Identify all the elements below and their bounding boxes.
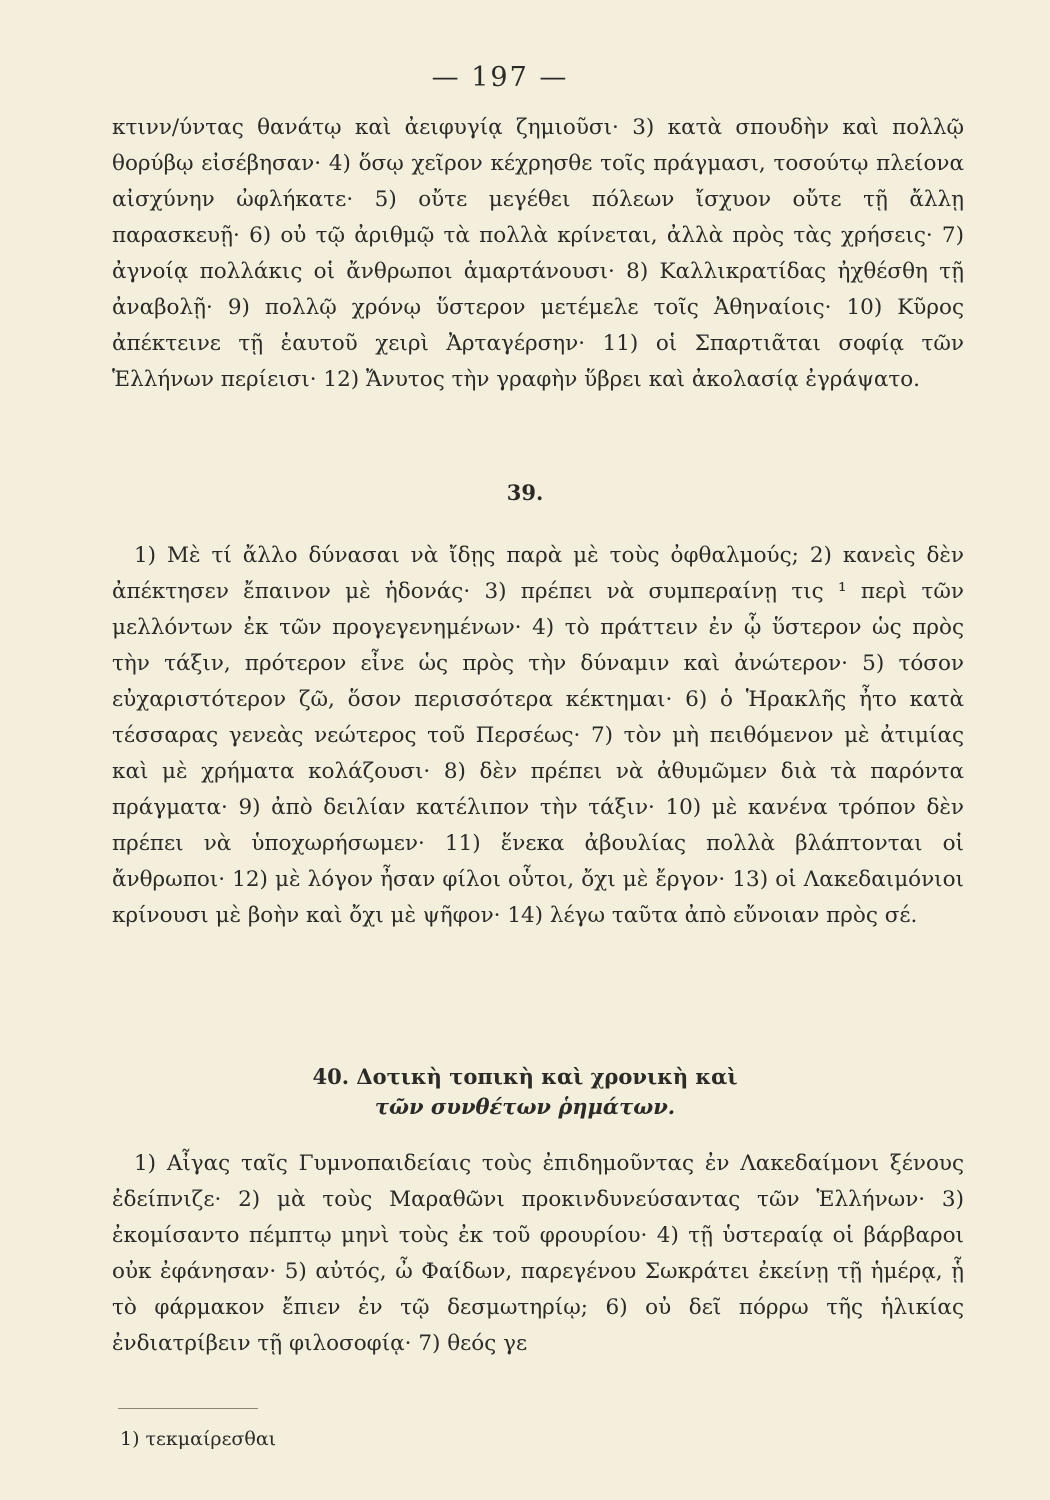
section-40-heading-line1: 40. Δοτικὴ τοπικὴ καὶ χρονικὴ καὶ	[312, 1064, 738, 1089]
section-39-text: 1) Μὲ τί ἄλλο δύνασαι νὰ ἴδῃς παρὰ μὲ τοὺς ὀφθαλμούς; 2) κανεὶς δὲν ἀπέκτησεν ἔπαινον μὲ ἡδονάς· 3) πρέπει νὰ συμπεραίνῃ τις ¹ περὶ τῶν μελλόντων ἐκ τῶν προγεγενημένων· 4) τὸ πράττειν ἐν ᾧ ὕστερον ὡς πρὸς τὴν τάξιν, πρότερον εἶνε ὡς πρὸς τὴν δύναμιν καὶ ἀνώτερον· 5) τόσον εὐχαριστότερον ζῶ, ὅσον περισσότερα κέκτημαι· 6) ὁ Ἡρακλῆς ἦτο κατὰ τέσσαρας γενεὰς νεώτερος τοῦ Περσέως· 7) τὸν μὴ πειθόμενον μὲ ἀτιμίας καὶ μὲ χρήματα κολάζουσι· 8) δὲν πρέπει νὰ ἀθυμῶμεν διὰ τὰ παρόντα πράγματα· 9) ἀπὸ δειλίαν κατέλιπον τὴν τάξιν· 10) μὲ κανένα τρόπον δὲν πρέπει νὰ ὑποχωρήσωμεν· 11) ἕνεκα ἀβουλίας πολλὰ βλάπτονται οἱ ἄνθρωποι· 12) μὲ λόγον ἦσαν φίλοι οὗτοι, ὄχι μὲ ἔργον· 13) οἱ Λακεδαιμόνιοι κρίνουσι μὲ βοὴν καὶ ὄχι μὲ ψῆφον· 14) λέγω ταῦτα ἀπὸ εὔνοιαν πρὸς σέ.	[112, 543, 964, 928]
section-40-heading-line2: τῶν συνθέτων ῥημάτων.	[374, 1094, 676, 1119]
footnote: 1) τεκμαίρεσθαι	[120, 1428, 277, 1450]
page-number: — 197 —	[431, 62, 569, 93]
section-39-number: 39.	[506, 480, 544, 505]
section-40-text: 1) Αἶγας ταῖς Γυμνοπαιδείαις τοὺς ἐπιδημοῦντας ἐν Λακεδαίμονι ξένους ἐδείπνιζε· 2) μὰ τοὺς Μαραθῶνι προκινδυνεύσαντας τῶν Ἑλλήνων· 3) ἐκομίσαντο πέμπτῳ μηνὶ τοὺς ἐκ τοῦ φρουρίου· 4) τῇ ὑστεραίᾳ οἱ βάρβαροι οὐκ ἐφάνησαν· 5) αὐτός, ὦ Φαίδων, παρεγένου Σωκράτει ἐκείνῃ τῇ ἡμέρᾳ, ᾗ τὸ φάρμακον ἔπιεν ἐν τῷ δεσμωτηρίῳ; 6) οὐ δεῖ πόρρω τῆς ἡλικίας ἐνδιατρίβειν τῇ φιλοσοφίᾳ· 7) θεός γε	[112, 1151, 964, 1356]
paragraph-continuation: κτινν/ύντας θανάτῳ καὶ ἀειφυγίᾳ ζημιοῦσι· 3) κατὰ σπουδὴν καὶ πολλῷ θορύβῳ εἰσέβησαν· 4) ὅσῳ χεῖρον κέχρησθε τοῖς πράγμασι, τοσούτῳ πλείονα αἰσχύνην ὠφλήκατε· 5) οὔτε μεγέθει πόλεων ἴσχυον οὔτε τῇ ἄλλῃ παρασκευῇ· 6) οὐ τῷ ἀριθμῷ τὰ πολλὰ κρίνεται, ἀλλὰ πρὸς τὰς χρήσεις· 7) ἀγνοίᾳ πολλάκις οἱ ἄνθρωποι ἁμαρτάνουσι· 8) Καλλικρατίδας ἠχθέσθη τῇ ἀναβολῇ· 9) πολλῷ χρόνῳ ὕστερον μετέμελε τοῖς Ἀθηναίοις· 10) Κῦρος ἀπέκτεινε τῇ ἑαυτοῦ χειρὶ Ἀρταγέρσην· 11) οἱ Σπαρτιᾶται σοφίᾳ τῶν Ἑλλήνων περίεισι· 12) Ἄνυτος τὴν γραφὴν ὕβρει καὶ ἀκολασίᾳ ἐγράψατο.	[112, 115, 964, 392]
footnote-divider	[118, 1408, 258, 1409]
